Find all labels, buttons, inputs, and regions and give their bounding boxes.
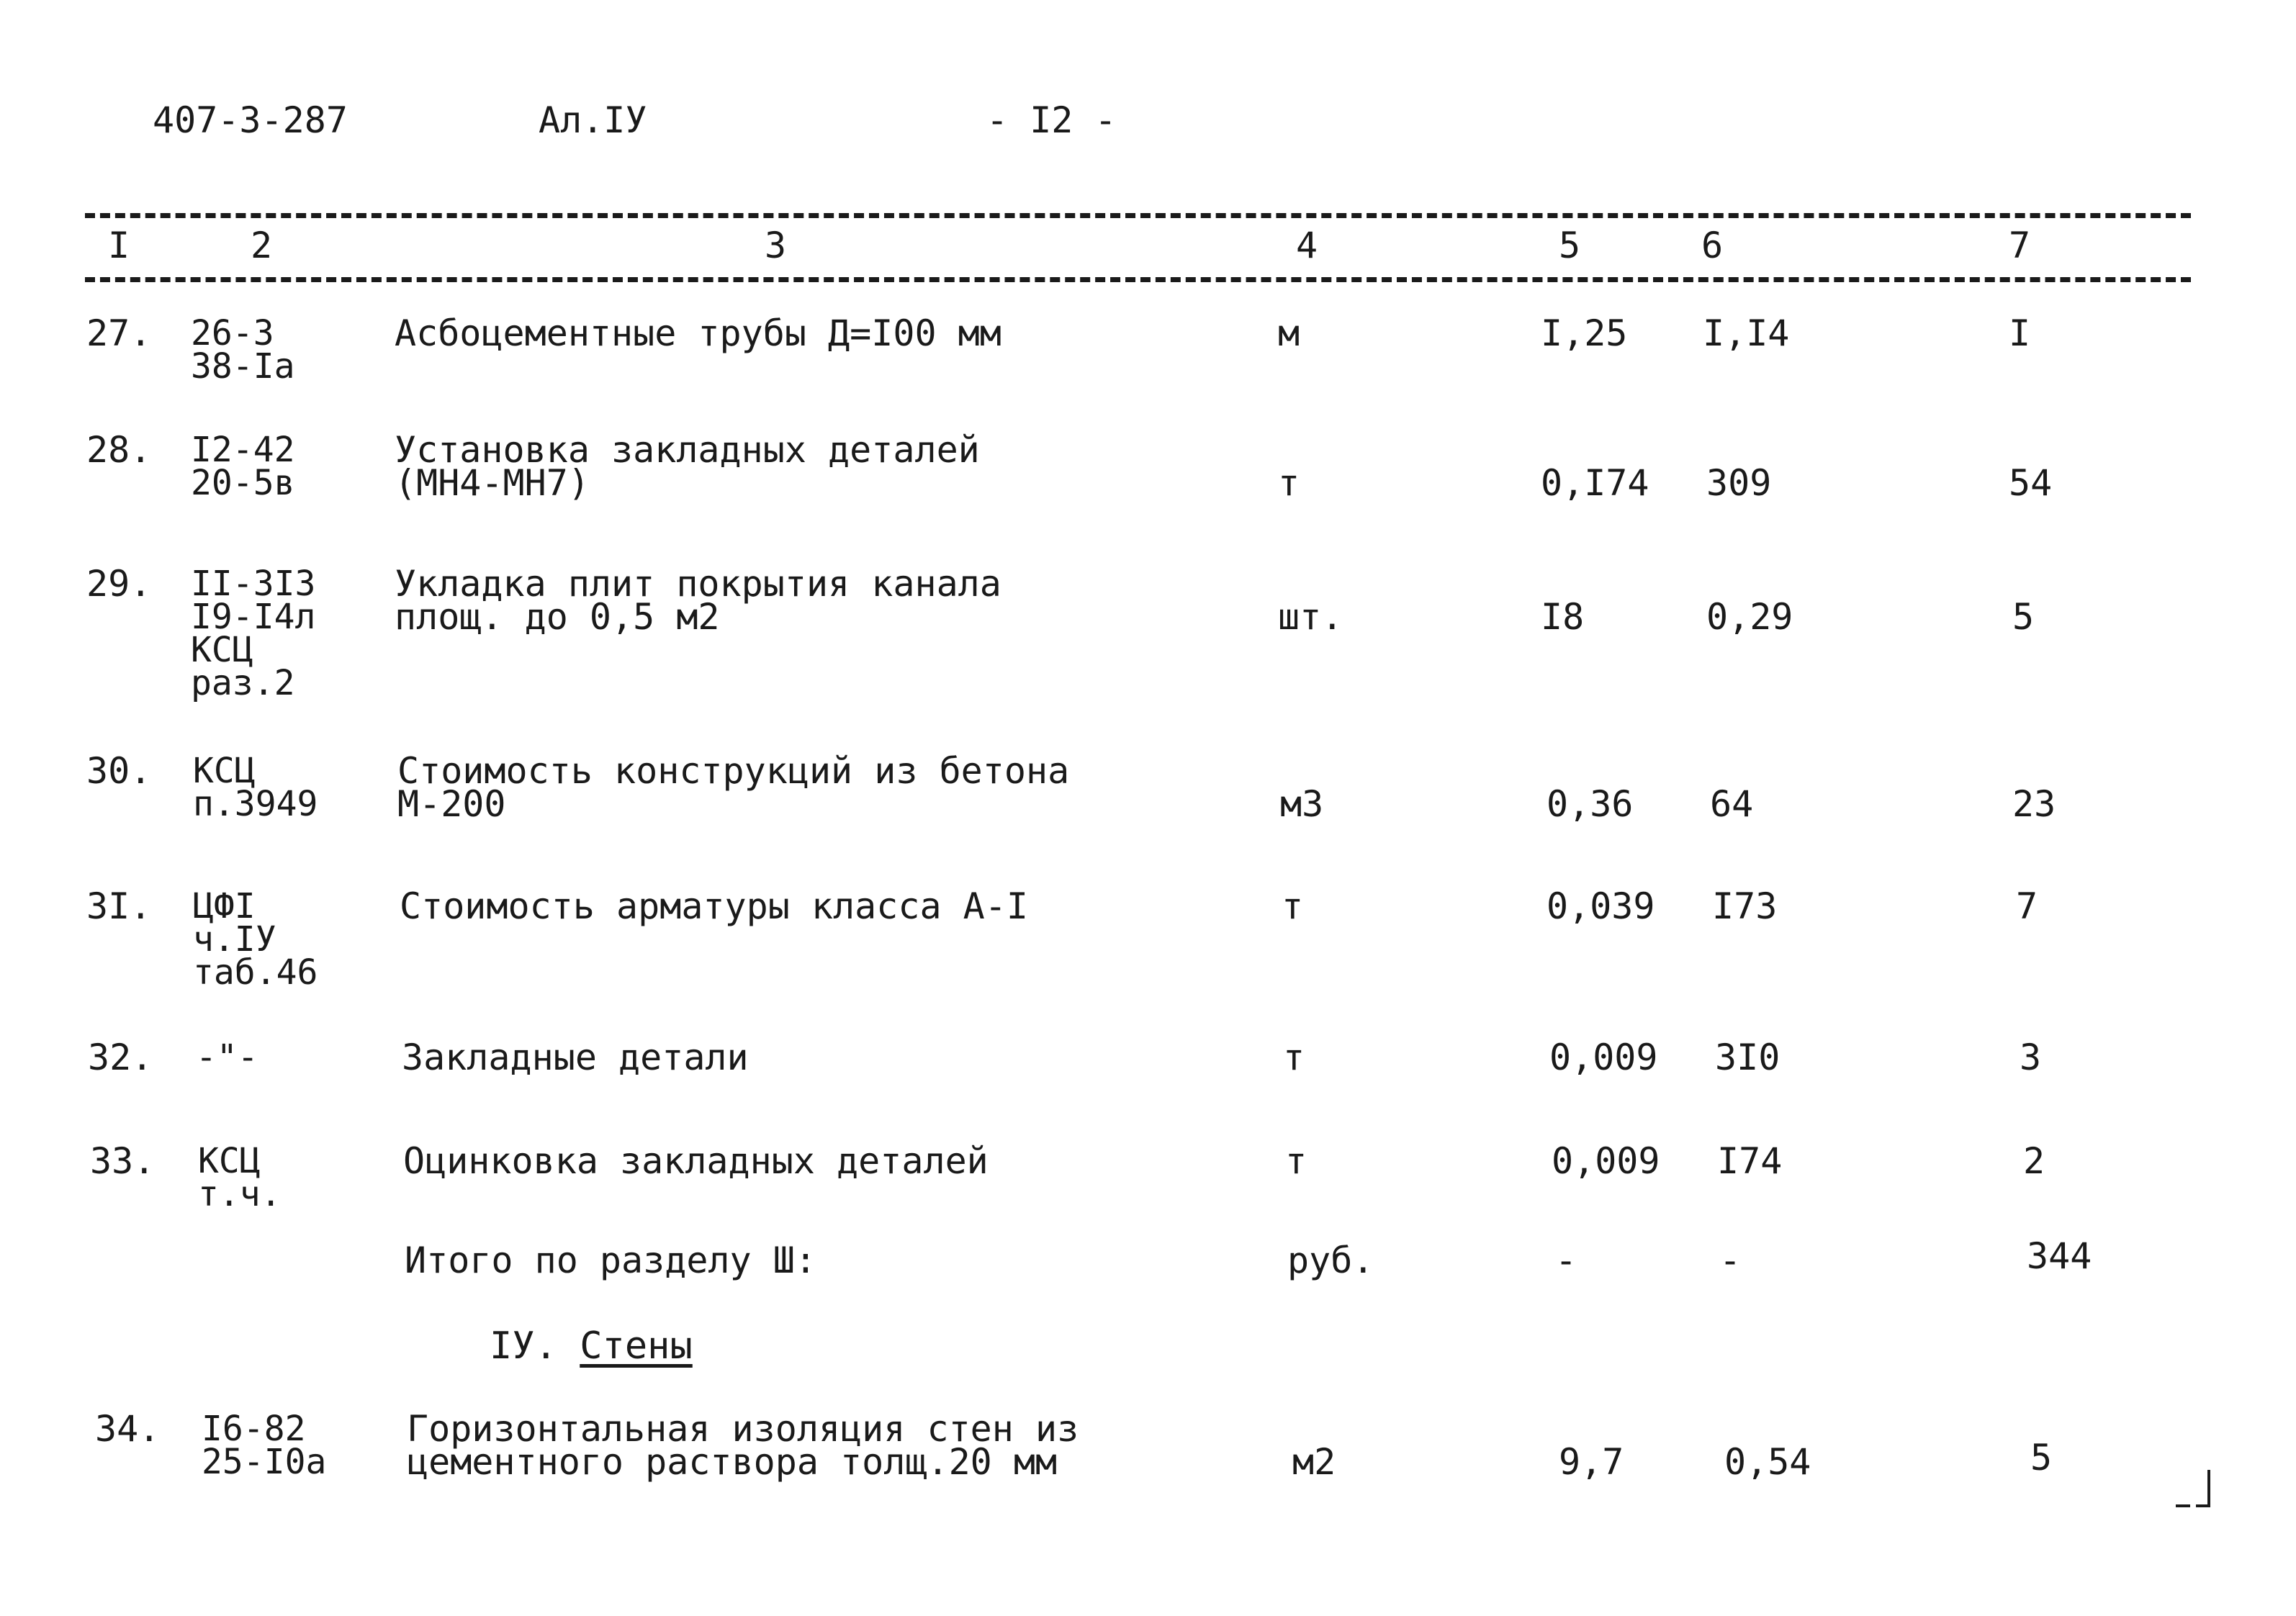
work-description: Стоимость арматуры класса А-I xyxy=(400,885,1028,927)
work-description: Стоимость конструкций из бетона М-200 xyxy=(397,750,1070,825)
unit: т xyxy=(1283,1037,1305,1078)
quantity: 0,36 xyxy=(1547,783,1634,825)
column-number-7: 7 xyxy=(2009,225,2031,266)
total-cost: 5 xyxy=(2012,596,2035,638)
norm-reference: I6-82 25-I0а xyxy=(202,1409,327,1482)
album-label: Ал.IУ xyxy=(539,99,647,141)
norm-reference: I2-42 20-5в xyxy=(191,430,295,503)
column-number-6: 6 xyxy=(1701,225,1724,266)
column-number-3: 3 xyxy=(765,225,787,266)
column-number-4: 4 xyxy=(1296,225,1318,266)
corner-bracket-mark xyxy=(2174,1468,2214,1512)
unit-price: 0,54 xyxy=(1724,1441,1811,1483)
row-number: 29. xyxy=(86,563,152,605)
subtotal-total: 344 xyxy=(2027,1235,2092,1277)
work-description: Горизонтальная изоляция стен из цементного раствора толщ.20 мм xyxy=(407,1408,1079,1483)
unit-price: I73 xyxy=(1712,885,1778,927)
total-cost: 23 xyxy=(2012,783,2056,825)
document-code: 407-3-287 xyxy=(153,99,348,141)
norm-reference: КСЦ т.ч. xyxy=(198,1141,282,1214)
unit-price: 309 xyxy=(1706,462,1772,504)
page-number: - I2 - xyxy=(986,99,1117,141)
total-cost: 54 xyxy=(2009,462,2053,504)
row-number: 33. xyxy=(90,1140,156,1182)
total-cost: 2 xyxy=(2023,1140,2045,1182)
unit: м3 xyxy=(1280,783,1324,825)
subtotal-unit: руб. xyxy=(1287,1240,1374,1281)
subtotal-label: Итого по разделу Ш: xyxy=(405,1240,816,1281)
work-description: Оцинковка закладных деталей xyxy=(403,1140,989,1182)
unit: т xyxy=(1282,885,1304,927)
unit: шт. xyxy=(1278,596,1343,638)
total-cost: 3 xyxy=(2020,1037,2042,1078)
total-cost: 7 xyxy=(2016,885,2038,927)
row-number: 27. xyxy=(86,312,152,354)
unit-price: 64 xyxy=(1710,783,1754,825)
unit-price: I,I4 xyxy=(1703,312,1790,354)
work-description: Асбоцементные трубы Д=I00 мм xyxy=(395,312,1001,354)
column-number-1: I xyxy=(108,225,130,266)
work-description: Укладка плит покрытия канала площ. до 0,5 м2 xyxy=(395,563,1001,638)
unit: т xyxy=(1278,462,1300,504)
subtotal-price: - xyxy=(1719,1240,1742,1281)
header-top-rule xyxy=(85,213,2191,218)
row-number: 28. xyxy=(86,429,152,471)
quantity: 0,039 xyxy=(1547,885,1655,927)
quantity: 0,I74 xyxy=(1541,462,1649,504)
column-number-2: 2 xyxy=(251,225,273,266)
row-number: 34. xyxy=(95,1408,161,1450)
unit-price: I74 xyxy=(1717,1140,1783,1182)
subtotal-quantity: - xyxy=(1555,1240,1577,1281)
norm-reference: ЦФI ч.IУ таб.46 xyxy=(193,886,318,993)
quantity: 0,009 xyxy=(1549,1037,1658,1078)
norm-reference: 26-3 38-Iа xyxy=(191,313,295,387)
section-number: IУ. xyxy=(490,1324,557,1368)
column-number-5: 5 xyxy=(1559,225,1581,266)
unit: т xyxy=(1285,1140,1307,1182)
norm-reference: КСЦ п.3949 xyxy=(193,751,318,824)
norm-reference: -"- xyxy=(196,1037,258,1078)
section-title: Стены xyxy=(580,1324,693,1368)
unit-price: 3I0 xyxy=(1715,1037,1780,1078)
row-number: 30. xyxy=(86,750,152,792)
norm-reference: II-3I3 I9-I4л КСЦ раз.2 xyxy=(191,564,316,703)
quantity: I,25 xyxy=(1541,312,1628,354)
quantity: 0,009 xyxy=(1552,1140,1660,1182)
row-number: 32. xyxy=(88,1037,153,1078)
row-number: 3I. xyxy=(86,885,152,927)
header-bottom-rule xyxy=(85,277,2191,282)
unit-price: 0,29 xyxy=(1706,596,1793,638)
section-heading xyxy=(490,1324,693,1368)
quantity: 9,7 xyxy=(1559,1441,1624,1483)
total-cost: I xyxy=(2009,312,2031,354)
total-cost: 5 xyxy=(2030,1437,2053,1479)
unit: м2 xyxy=(1292,1441,1336,1483)
work-description: Закладные детали xyxy=(402,1037,749,1078)
quantity: I8 xyxy=(1541,596,1585,638)
unit: м xyxy=(1278,312,1300,354)
work-description: Установка закладных деталей (МН4-МН7) xyxy=(395,429,980,504)
